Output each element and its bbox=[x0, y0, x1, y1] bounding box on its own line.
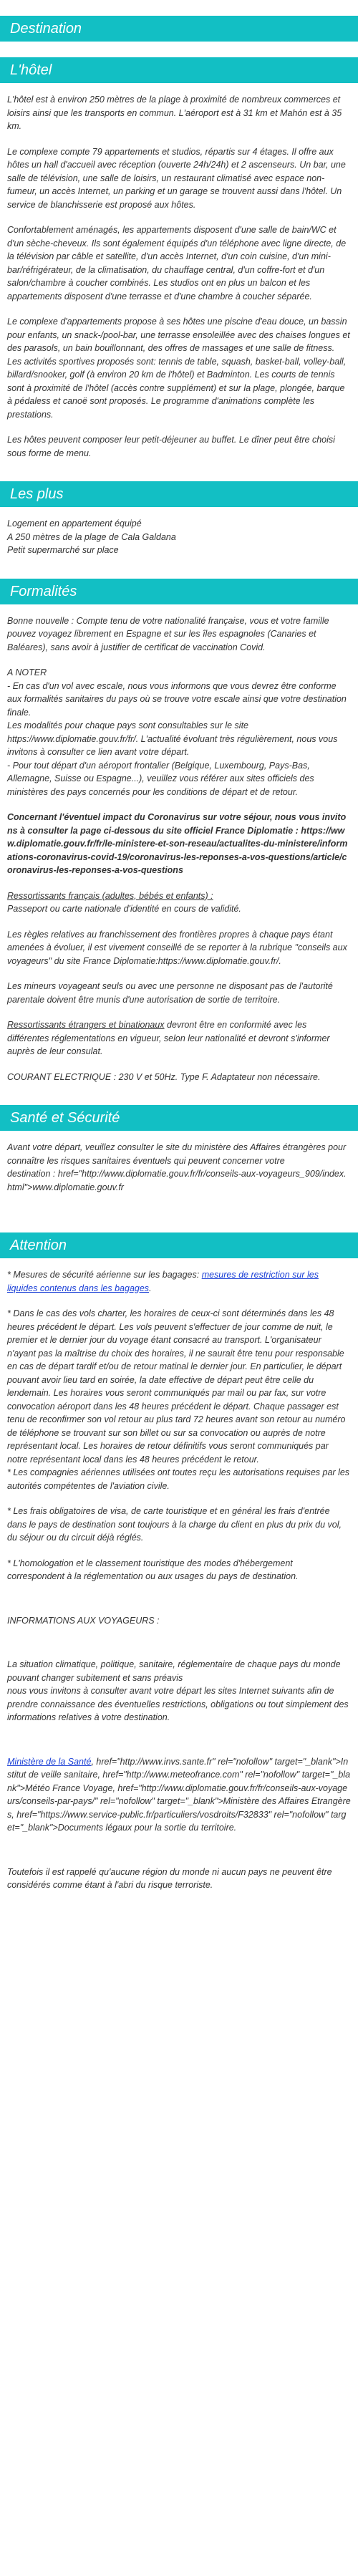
etrangers-text: devront être en conformité avec les différentes réglementations en vigueur, selon leur nationalité et devront s'informer auprès de leur consulat. bbox=[7, 1020, 330, 1056]
formalites-heading: Formalités bbox=[0, 579, 358, 604]
info-voyageurs-title: INFORMATIONS AUX VOYAGEURS : bbox=[7, 1615, 160, 1626]
ressortissants-fr-text: Passeport ou carte nationale d'identité en cours de validité. bbox=[7, 904, 241, 914]
plus-heading: Les plus bbox=[0, 481, 358, 507]
bagages-paragraph bbox=[7, 1268, 351, 1295]
list-item: Logement en appartement équipé bbox=[7, 518, 142, 529]
covid-notice: Concernant l'éventuel impact du Coronavirus sur votre séjour, nous vous invitons à consulter la page ci-dessous du site officiel France Diplomatie : https://www.diplomatie.gouv.fr/fr/le-ministere-et-son-reseau/actualites-du-ministere/informations-coronavirus-covid-19/coronavirus-les-reponses-a-vos-questions/article/coronavirus-les-reponses-a-vos-questions bbox=[7, 812, 348, 875]
ressortissants-fr-title: Ressortissants français (adultes, bébés et enfants) : bbox=[7, 890, 213, 901]
destination-heading: Destination bbox=[0, 16, 358, 42]
courant-paragraph: COURANT ELECTRIQUE : 230 V et 50Hz. Type F. Adaptateur non nécessaire. bbox=[7, 1071, 321, 1082]
sante-ministere-link[interactable]: Ministère de la Santé bbox=[7, 1756, 92, 1767]
homologation-paragraph: * L'homologation et le classement touristique des modes d'hébergement correspondent à la réglementation ou aux usages du pays de destination. bbox=[7, 1558, 299, 1581]
sites-paragraph bbox=[7, 1755, 351, 1835]
attention-section bbox=[0, 1232, 358, 1904]
plus-section bbox=[0, 481, 358, 579]
sante-paragraph: Avant votre départ, veuillez consulter le site du ministère des Affaires étrangères pour connaître les risques sanitaires éventuels qui peuvent concerner votre destination : href="http://www.diplomatie.gouv.fr/fr/conseils-aux-voyageurs_909/index.html">www.diplomatie.gouv.fr bbox=[7, 1142, 347, 1192]
hotel-section bbox=[0, 57, 358, 481]
destination-section bbox=[0, 0, 358, 57]
hotel-paragraph: Confortablement aménagés, les appartements disposent d'une salle de bain/WC et d'un sèche-cheveux. Ils sont également équipés d'un téléphone avec ligne directe, de la télévision par câble et satellite, d'un accès Internet, d'un coin cuisine, d'un mini-bar/réfrigérateur, de la climatisation, du chauffage central, d'un coffre-fort et d'un salon/chambre à coucher combinés. Les studios ont en plus un balcon et les appartements disposent d'une terrasse et d'une chambre à coucher séparée. bbox=[7, 225, 347, 302]
bagages-suffix: . bbox=[149, 1283, 152, 1293]
hotel-paragraph: L'hôtel est à environ 250 mètres de la plage à proximité de nombreux commerces et loisirs ainsi que les transports en commun. L'aéroport est à 31 km et Mahón est à 35 km. bbox=[7, 95, 342, 131]
hotel-paragraph: Le complexe compte 79 appartements et studios, répartis sur 4 étages. Il offre aux hôtes un hall d'accueil avec réception (ouverte 24h/24h) et 2 ascenseurs. Un bar, une salle de télévision, une salle de loisirs, un restaurant climatisé avec espace non-fumeur, un accès Internet, un parking et un garage se trouvent aussi dans l'hôtel. Un service de blanchisserie est proposé aux hôtes. bbox=[7, 146, 346, 210]
formalites-intro: Bonne nouvelle : Compte tenu de votre nationalité française, vous et votre famille pouvez voyagez librement en Espagne et sur les îles espagnoles (Canaries et Baléares), sans avoir à justifier de certificat de vaccination Covid. bbox=[7, 615, 329, 652]
attention-body bbox=[0, 1258, 358, 1904]
formalites-section bbox=[0, 579, 358, 1106]
bagages-prefix: * Mesures de sécurité aérienne sur les bagages: bbox=[7, 1270, 202, 1280]
list-item: A 250 mètres de la plage de Cala Galdana bbox=[7, 531, 176, 542]
hotel-paragraph: Les hôtes peuvent composer leur petit-déjeuner au buffet. Le dîner peut être choisi sous forme de menu. bbox=[7, 435, 335, 458]
hotel-paragraph: Le complexe d'appartements propose à ses hôtes une piscine d'eau douce, un bassin pour enfants, un snack-/pool-bar, une terrasse ensoleillée avec des chaises longues et des parasols, un bain bouillonnant, des offres de massages et une salle de fitness. Les activités sportives proposés sont: tennis de table, squash, basket-ball, volley-ball, billard/snooker, golf (à environ 20 km de l'hôtel) et Badminton. Les courts de tennis sont à proximité de l'hôtel (accès contre supplément) et sur la plage, plongée, barque à pédaless et canoë sont proposés. Le programme d'animations complète les prestations. bbox=[7, 317, 350, 420]
sante-heading: Santé et Sécurité bbox=[0, 1105, 358, 1131]
terrorisme-paragraph: Toutefois il est rappelé qu'aucune région du monde ni aucun pays ne peuvent être considérés comme étant à l'abri du risque terroriste. bbox=[7, 1866, 332, 1890]
sites-text: , href="http://www.invs.sante.fr" rel="nofollow" target="_blank">Institut de veille sanitaire, href="http://www.meteofrance.com" rel="nofollow" target="_blank">Météo France Voyage, href="http://www.diplomatie.gouv.fr/fr/conseils-aux-voyageurs/conseils-par-pays/" rel="nofollow" target="_blank">Ministère des Affaires Etrangères, href="https://www.service-public.fr/particuliers/vosdroits/F32833" rel="nofollow" target="_blank">Documents légaux pour la sortie du territoire. bbox=[7, 1756, 351, 1833]
hotel-heading: L'hôtel bbox=[0, 57, 358, 83]
situation-paragraph: La situation climatique, politique, sanitaire, réglementaire de chaque pays du monde pouvant changer subitement et sans préavis nous vous invitons à consulter avant votre départ les sites Internet suivants afin de prendre connaissance des éventuelles restrictions, obligations ou tout simplement des informations relatives à votre destination. bbox=[7, 1659, 349, 1722]
bagages-link[interactable]: mesures de restriction sur les liquides contenus dans les bagages bbox=[7, 1270, 319, 1293]
attention-heading: Attention bbox=[0, 1232, 358, 1258]
charter-paragraph: * Dans le cas des vols charter, les horaires de ceux-ci sont déterminés dans les 48 heures précédent le départ. Les vols peuvent s'effectuer de jour comme de nuit, le premier et le dernier jour du voyage étant consacré au transport. L'organisateur n'ayant pas la maîtrise du choix des horaires, il ne saurait être tenu pour responsable en cas de départ tardif et/ou de retour matinal le dernier jour. En particulier, le départ pouvant avoir lieu tard en soirée, la date effective de départ peut être celle du lendemain. Les horaires vous seront communiqués par mail ou par fax, sur votre convocation aéroport dans les 48 heures précédent le départ. Chaque passager est tenu de reconfirmer son vol retour au plus tard 72 heures avant son retour au numéro de téléphone se trouvant sur son billet ou sur sa convocation ou auprès de notre représentant local. Les horaires de retour définitifs vous seront communiqués par notre représentant local dans les 48 heures précédent le retour. * Les compagnies aériennes utilisées ont toutes reçu les autorisations requises par les autorités compétentes de l'aviation civile. bbox=[7, 1308, 350, 1491]
note-title: A NOTER bbox=[7, 667, 47, 677]
regles-paragraph: Les règles relatives au franchissement des frontières propres à chaque pays étant amenées à évoluer, il est vivement conseillé de se reporter à la rubrique "conseils aux voyageurs" du site France Diplomatie:https://www.diplomatie.gouv.fr/. bbox=[7, 929, 347, 966]
sante-section bbox=[0, 1105, 358, 1232]
frais-paragraph: * Les frais obligatoires de visa, de carte touristique et en général les frais d'entrée dans le pays de destination sont toujours à la charge du client en plus du prix du vol, du séjour ou du circuit déjà réglés. bbox=[7, 1506, 342, 1543]
plus-list bbox=[0, 507, 358, 569]
etrangers-title: Ressortissants étrangers et binationaux bbox=[7, 1020, 165, 1030]
formalites-body bbox=[0, 604, 358, 1096]
hotel-body bbox=[0, 83, 358, 471]
etrangers-paragraph bbox=[7, 1018, 351, 1058]
sante-body bbox=[0, 1131, 358, 1205]
ressortissants-fr-block bbox=[7, 889, 351, 916]
note-text: - En cas d'un vol avec escale, nous vous informons que vous devrez être conforme aux formalités sanitaires du pays où se trouve votre escale ainsi que votre destination finale. Les modalités pour chaque pays sont consultables sur le site https://www.diplomatie.gouv.fr/fr/. L'actualité évoluant très régulièrement, nous vous invitons à consulter ce lien avant votre départ. - Pour tout départ d'un aéroport frontalier (Belgique, Luxembourg, Pays-Bas, Allemagne, Suisse ou Espagne...), veuillez vous référer aux sites officiels des ministères des pays concernés pour les conditions de départ et de retour. bbox=[7, 680, 347, 797]
note-block bbox=[7, 666, 351, 799]
list-item: Petit supermarché sur place bbox=[7, 545, 119, 555]
mineurs-paragraph: Les mineurs voyageant seuls ou avec une personne ne disposant pas de l'autorité parentale doivent être munis d'une autorisation de sortie de territoire. bbox=[7, 981, 333, 1005]
